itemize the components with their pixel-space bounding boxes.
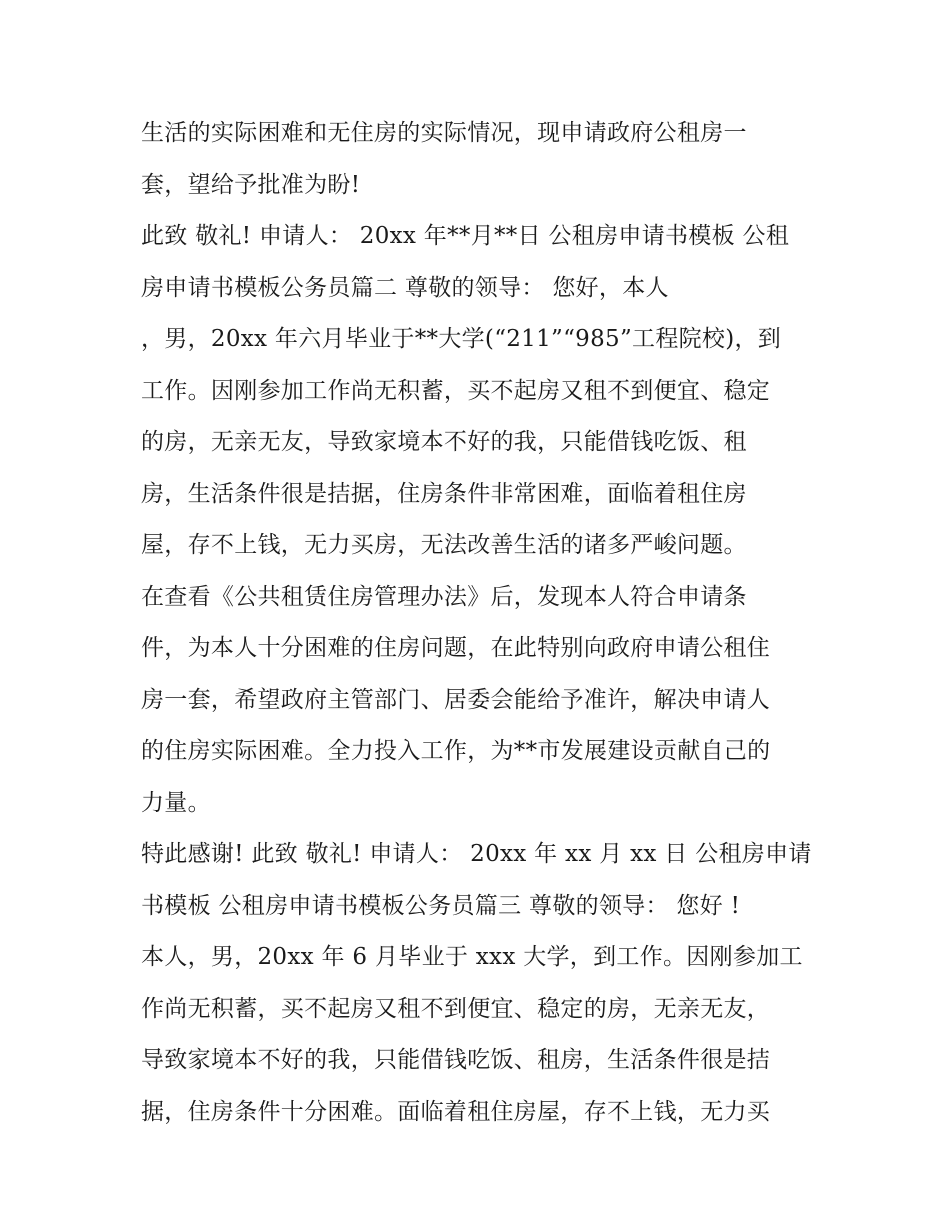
text-line: 力量。 (141, 789, 211, 816)
text-line: 作尚无积蓄，买不起房又租不到便宜、稳定的房，无亲无友， (141, 995, 771, 1022)
body-text (141, 108, 821, 1138)
text-line: 房，生活条件很是拮据，住房条件非常困难，面临着租住房 (141, 480, 747, 507)
text-line: 套，望给予批准为盼! (141, 171, 361, 198)
text-line: 在查看《公共租赁住房管理办法》后，发现本人符合申请条 (141, 583, 747, 610)
text-line: 的房，无亲无友，导致家境本不好的我，只能借钱吃饭、租 (141, 429, 747, 455)
text-line: 房一套，希望政府主管部门、居委会能给予准许，解决申请人 (141, 686, 771, 713)
text-line: 书模板 公租房申请书模板公务员篇三 尊敬的领导： 您好 ! (141, 892, 741, 919)
text-line: 导致家境本不好的我，只能借钱吃饭、租房，生活条件很是拮 (141, 1047, 771, 1073)
text-line: 房申请书模板公务员篇二 尊敬的领导： 您好，本人 (141, 274, 669, 301)
text-line: 工作。因刚参加工作尚无积蓄，买不起房又租不到便宜、稳定 (141, 377, 771, 404)
text-line: 特此感谢! 此致 敬礼! 申请人： 20xx 年 xx 月 xx 日 公租房申请 (141, 841, 812, 867)
text-line: 本人，男，20xx 年 6 月毕业于 xxx 大学，到工作。因刚参加工 (141, 944, 803, 970)
text-line: 件，为本人十分困难的住房问题，在此特别向政府申请公租住 (141, 635, 771, 661)
text-line: 此致 敬礼! 申请人： 20xx 年**月**日 公租房申请书模板 公租 (141, 223, 790, 249)
text-line: 屋，存不上钱，无力买房，无法改善生活的诸多严峻问题。 (141, 532, 747, 558)
text-line: 的住房实际困难。全力投入工作，为**市发展建设贡献自己的 (141, 738, 771, 764)
text-line: 据，住房条件十分困难。面临着租住房屋，存不上钱，无力买 (141, 1098, 771, 1125)
text-line: ，男，20xx 年六月毕业于**大学(“211”“985”工程院校)，到 (141, 326, 782, 352)
text-line: 生活的实际困难和无住房的实际情况，现申请政府公租房一 (141, 120, 747, 146)
